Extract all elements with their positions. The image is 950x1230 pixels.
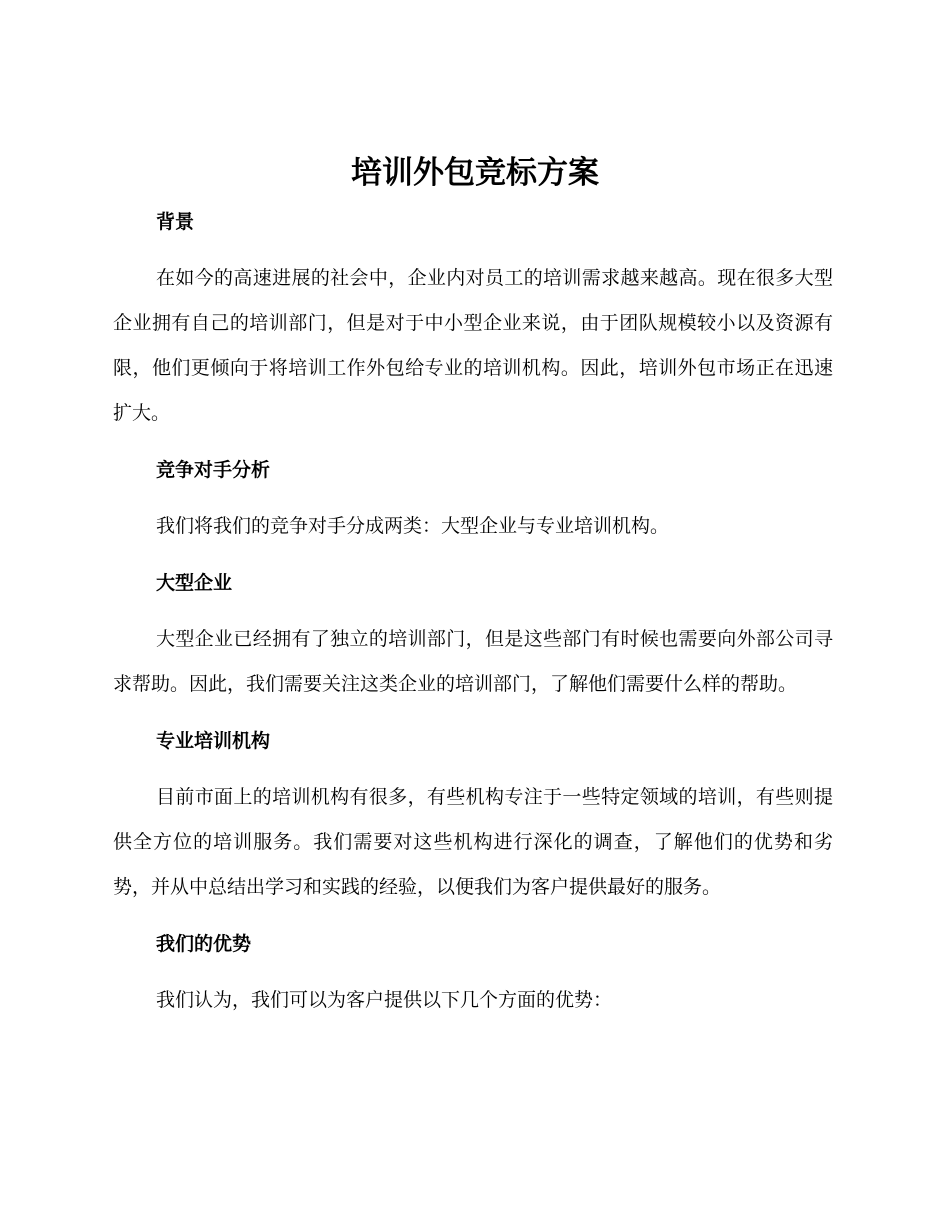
- section-paragraph-training-institutions: 目前市面上的培训机构有很多，有些机构专注于一些特定领域的培训，有些则提供全方位的培训服务。我们需要对这些机构进行深化的调查，了解他们的优势和劣势，并从中总结出学习和实践的经验，以便我们为客户提供最好的服务。: [113, 786, 833, 898]
- section-heading-our-advantages: 我们的优势: [156, 933, 252, 955]
- section-paragraph-competitors: 我们将我们的竞争对手分成两类：大型企业与专业培训机构。: [156, 515, 670, 537]
- section-heading-competitors: 竞争对手分析: [156, 459, 271, 481]
- section-paragraph-large-enterprises: 大型企业已经拥有了独立的培训部门，但是这些部门有时候也需要向外部公司寻求帮助。因此，我们需要关注这类企业的培训部门，了解他们需要什么样的帮助。: [113, 628, 833, 695]
- document-title: 培训外包竞标方案: [351, 155, 599, 191]
- section-heading-large-enterprises: 大型企业: [156, 572, 233, 594]
- section-heading-training-institutions: 专业培训机构: [156, 730, 271, 752]
- section-paragraph-our-advantages: 我们认为，我们可以为客户提供以下几个方面的优势：: [156, 989, 613, 1011]
- document-body: [113, 200, 833, 1023]
- section-paragraph-background: 在如今的高速进展的社会中，企业内对员工的培训需求越来越高。现在很多大型企业拥有自己的培训部门，但是对于中小型企业来说，由于团队规模较小以及资源有限，他们更倾向于将培训工作外包给专业的培训机构。因此，培训外包市场正在迅速扩大。: [113, 267, 833, 424]
- section-heading-background: 背景: [156, 211, 195, 233]
